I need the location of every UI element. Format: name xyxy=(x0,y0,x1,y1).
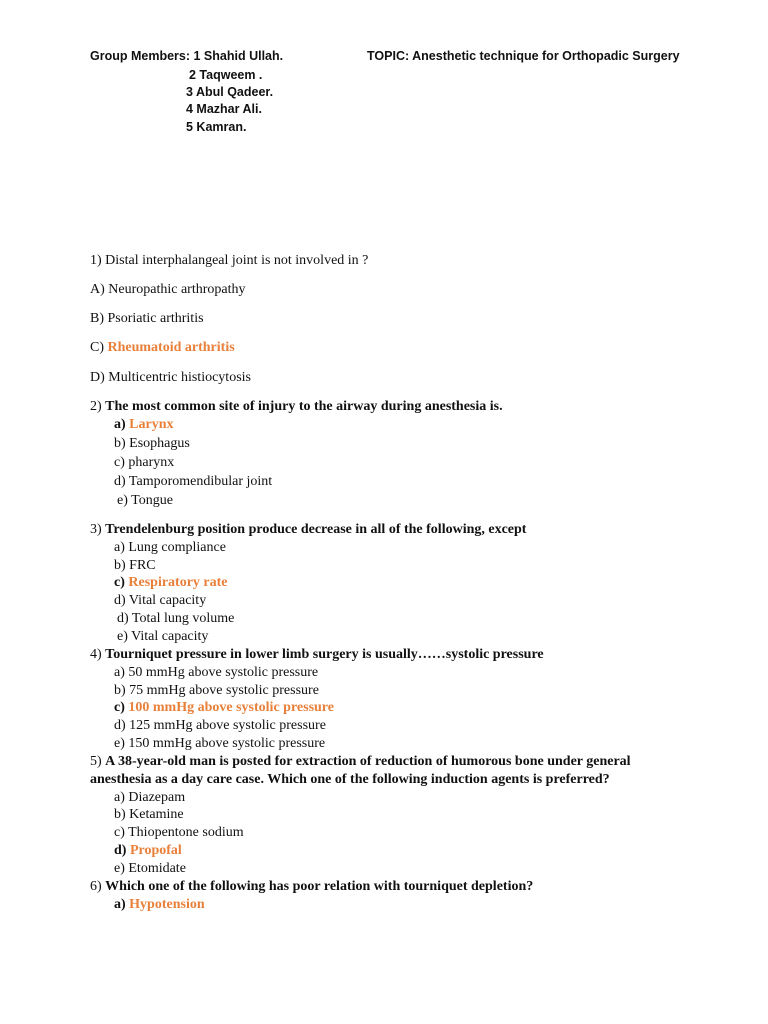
q2-option-e: e) Tongue xyxy=(117,493,173,508)
q3-correct-answer: Respiratory rate xyxy=(128,575,228,590)
q5-option-a: a) Diazepam xyxy=(114,790,186,805)
q3-option-c-prefix: c) xyxy=(114,575,125,590)
member-3: 3 Abul Qadeer. xyxy=(186,85,274,99)
q2-option-b: b) Esophagus xyxy=(114,436,190,451)
q2-option-d: d) Tamporomendibular joint xyxy=(114,474,273,489)
q1-stem: 1) Distal interphalangeal joint is not involved in ? xyxy=(90,253,369,268)
q4-option-b: b) 75 mmHg above systolic pressure xyxy=(114,683,319,698)
member-1: 1 Shahid Ullah. xyxy=(193,49,284,63)
q4-option-d: d) 125 mmHg above systolic pressure xyxy=(114,718,326,733)
q3-option-d: d) Vital capacity xyxy=(114,593,207,608)
q3-option-d2: d) Total lung volume xyxy=(117,611,235,626)
q5-stem-line2: anesthesia as a day care case. Which one of the following induction agents is preferred? xyxy=(90,772,610,787)
q1-correct-answer: Rheumatoid arthritis xyxy=(107,340,235,355)
q2-option-c: c) pharynx xyxy=(114,455,175,470)
q2-option-a-prefix: a) xyxy=(114,417,126,432)
q2-option-a xyxy=(114,417,174,433)
q4-option-c-prefix: c) xyxy=(114,700,125,715)
q6-number: 6) xyxy=(90,879,102,894)
member-5: 5 Kamran. xyxy=(186,120,247,134)
q5-option-b: b) Ketamine xyxy=(114,807,184,822)
group-members-label: Group Members: xyxy=(90,49,191,63)
member-2: 2 Taqweem . xyxy=(189,68,263,82)
q2-correct-answer: Larynx xyxy=(129,417,174,432)
q6-option-a-prefix: a) xyxy=(114,897,126,912)
q5-stem-text-1: A 38-year-old man is posted for extraction of reduction of humorous bone under general xyxy=(105,754,631,769)
q3-stem-text: Trendelenburg position produce decrease in all of the following, except xyxy=(105,522,527,537)
q1-option-b: B) Psoriatic arthritis xyxy=(90,311,204,326)
q4-option-c xyxy=(114,700,334,716)
q2-number: 2) xyxy=(90,399,102,414)
q5-option-d xyxy=(114,843,182,859)
q1-option-c-prefix: C) xyxy=(90,340,104,355)
q5-stem-line1 xyxy=(90,754,631,770)
member-4: 4 Mazhar Ali. xyxy=(186,102,262,116)
q3-option-c xyxy=(114,575,228,591)
q6-stem xyxy=(90,879,533,895)
q2-stem-text: The most common site of injury to the airway during anesthesia is. xyxy=(105,399,503,414)
q6-option-a xyxy=(114,897,205,913)
q2-stem xyxy=(90,399,503,415)
q5-option-e: e) Etomidate xyxy=(114,861,186,876)
q3-option-b: b) FRC xyxy=(114,558,156,573)
q4-stem-text: Tourniquet pressure in lower limb surgery is usually……systolic pressure xyxy=(105,647,544,662)
q6-correct-answer: Hypotension xyxy=(129,897,205,912)
q3-number: 3) xyxy=(90,522,102,537)
q1-option-c xyxy=(90,340,235,356)
q1-option-a: A) Neuropathic arthropathy xyxy=(90,282,246,297)
q1-option-d: D) Multicentric histiocytosis xyxy=(90,370,251,385)
q5-option-c: c) Thiopentone sodium xyxy=(114,825,244,840)
q4-option-a: a) 50 mmHg above systolic pressure xyxy=(114,665,319,680)
q3-option-e: e) Vital capacity xyxy=(117,629,209,644)
q3-stem xyxy=(90,522,526,538)
q3-option-a: a) Lung compliance xyxy=(114,540,226,555)
q4-correct-answer: 100 mmHg above systolic pressure xyxy=(128,700,334,715)
q5-correct-answer: Propofal xyxy=(129,843,182,858)
q4-stem xyxy=(90,647,544,663)
q5-number: 5) xyxy=(90,754,102,769)
q4-number: 4) xyxy=(90,647,102,662)
group-members-line xyxy=(90,49,283,63)
q6-stem-text: Which one of the following has poor relation with tourniquet depletion? xyxy=(105,879,534,894)
topic-title: TOPIC: Anesthetic technique for Orthopadic Surgery xyxy=(367,49,680,63)
q4-option-e: e) 150 mmHg above systolic pressure xyxy=(114,736,326,751)
q5-option-d-prefix: d) xyxy=(114,843,127,858)
